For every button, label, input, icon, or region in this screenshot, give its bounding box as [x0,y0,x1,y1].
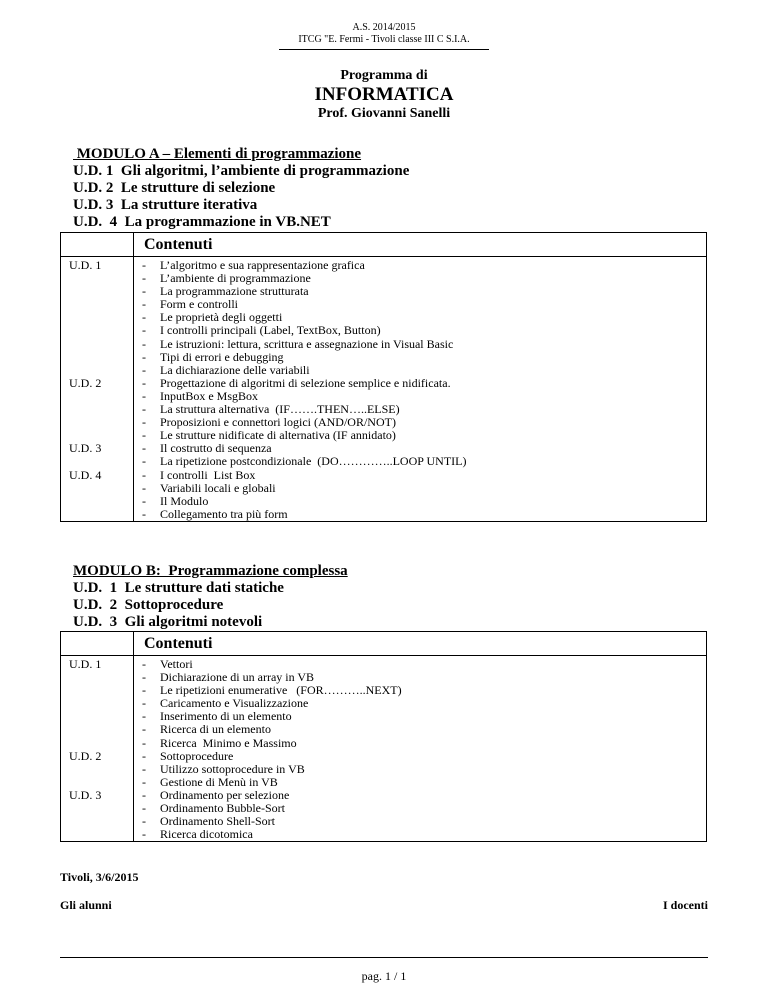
ud-label: U.D. 3 [69,787,102,802]
ud-labels [61,656,133,839]
bullet-dash: - [142,349,146,364]
module-a-unit: U.D. 2 Le strutture di selezione [73,180,276,196]
module-a-header [73,146,409,231]
bullet-dash: - [142,323,146,338]
content-item: Utilizzo sottoprocedure in VB [160,761,305,776]
content-item: Ordinamento Shell-Sort [160,814,275,829]
content-item: Tipi di errori e debugging [160,349,284,364]
module-b-unit: U.D. 3 Gli algoritmi notevoli [73,614,263,630]
bullet-dash: - [142,696,146,711]
bullet-dash: - [142,657,146,671]
ud-label: U.D. 1 [69,657,102,671]
bullet-dash: - [142,827,146,842]
content-item: Vettori [160,657,193,671]
place-date: Tivoli, 3/6/2015 [60,870,139,884]
table-corner [61,632,134,656]
content-item: Variabili locali e globali [160,480,276,495]
ud-labels [61,257,133,519]
content-item: Form e controlli [160,297,238,312]
content-item: L’ambiente di programmazione [160,271,311,286]
bullet-dash: - [142,284,146,299]
table-corner [61,233,134,257]
content-item: La dichiarazione delle variabili [160,362,310,377]
ud-label: U.D. 1 [69,258,102,272]
content-item: La ripetizione postcondizionale (DO…………..LOOP UNTIL) [160,454,467,469]
contents-header: Contenuti [134,632,707,656]
ud-label: U.D. 2 [69,748,102,763]
content-item: Ordinamento Bubble-Sort [160,801,285,816]
ud-label: U.D. 4 [69,467,102,482]
content-item: Il Modulo [160,493,209,508]
bullet-dash: - [142,493,146,508]
content-item: Il costrutto di sequenza [160,441,272,456]
module-b-unit: U.D. 1 Le strutture dati statiche [73,580,284,596]
footer-rule [60,957,708,958]
content-item: Collegamento tra più form [160,506,288,521]
content-item: I controlli List Box [160,467,256,482]
bullet-dash: - [142,362,146,377]
bullet-dash: - [142,336,146,351]
dash-column [134,656,161,842]
content-item: Le istruzioni: lettura, scrittura e assegnazione in Visual Basic [160,336,454,351]
bullet-dash: - [142,454,146,469]
bullet-dash: - [142,415,146,430]
content-item: L’algoritmo e sua rappresentazione grafica [160,258,365,272]
content-item: Sottoprocedure [160,748,234,763]
contents-header: Contenuti [134,233,707,257]
content-item: Ricerca Minimo e Massimo [160,735,297,750]
bullet-dash: - [142,402,146,417]
bullet-dash: - [142,441,146,456]
module-b-header [73,563,348,631]
bullet-dash: - [142,735,146,750]
content-item: Inserimento di un elemento [160,709,292,724]
bullet-dash: - [142,748,146,763]
bullet-dash: - [142,310,146,325]
bullet-dash: - [142,388,146,403]
content-item: Le proprietà degli oggetti [160,310,283,325]
content-item: Ricerca di un elemento [160,722,271,737]
content-column [160,257,707,522]
content-item: Le strutture nidificate di alternativa (IF annidato) [160,428,396,443]
dash-column [134,257,161,522]
content-item: Ordinamento per selezione [160,787,290,802]
bullet-dash: - [142,506,146,521]
bullet-dash: - [142,428,146,443]
module-a-unit: U.D. 4 La programmazione in VB.NET [73,214,331,230]
bullet-dash: - [142,787,146,802]
ud-column [61,257,134,522]
bullet-dash: - [142,709,146,724]
content-item: I controlli principali (Label, TextBox, Button) [160,323,381,338]
students-signature-label: Gli alunni [60,898,112,912]
bullet-dash: - [142,801,146,816]
module-b-table [60,631,707,842]
bullet-dash: - [142,761,146,776]
ud-label: U.D. 3 [69,441,102,456]
page-number: pag. 1 / 1 [361,969,407,983]
content-item: Dichiarazione di un array in VB [160,670,315,685]
module-b-unit: U.D. 2 Sottoprocedure [73,597,224,613]
module-a-table [60,232,707,522]
content-item: InputBox e MsgBox [160,388,259,403]
content-item: Progettazione di algoritmi di selezione semplice e nidificata. [160,375,451,390]
bullet-dash: - [142,297,146,312]
module-a-unit: U.D. 1 Gli algoritmi, l’ambiente di programmazione [73,163,410,179]
subject-title: INFORMATICA [314,84,454,105]
professor-name: Prof. Giovanni Sanelli [317,106,451,121]
content-item: Le ripetizioni enumerative (FOR………..NEXT) [160,683,402,698]
bullet-dash: - [142,774,146,789]
teachers-signature-label: I docenti [663,898,708,912]
module-a-title: MODULO A – Elementi di programmazione [73,146,362,162]
bullet-dash: - [142,722,146,737]
bullet-dash: - [142,375,146,390]
content-column [160,656,707,842]
ud-column [61,656,134,842]
header-rule [279,49,489,50]
program-label: Programma di [340,68,428,83]
bullet-dash: - [142,670,146,685]
school-class: ITCG "E. Fermi - Tivoli classe III C S.I.A. [298,34,470,45]
bullet-dash: - [142,480,146,495]
bullet-dash: - [142,814,146,829]
school-year: A.S. 2014/2015 [352,22,416,33]
content-item: Ricerca dicotomica [160,827,253,842]
bullet-dash: - [142,258,146,272]
bullet-dash: - [142,467,146,482]
content-item: Proposizioni e connettori logici (AND/OR/NOT) [160,415,396,430]
module-b-title: MODULO B: Programmazione complessa [73,563,348,579]
module-a-unit: U.D. 3 La strutture iterativa [73,197,258,213]
content-item: Gestione di Menù in VB [160,774,278,789]
bullet-dash: - [142,683,146,698]
ud-label: U.D. 2 [69,375,102,390]
content-item: La programmazione strutturata [160,284,309,299]
bullet-dash: - [142,271,146,286]
content-item: Caricamento e Visualizzazione [160,696,309,711]
content-item: La struttura alternativa (IF…….THEN…..ELSE) [160,402,400,417]
